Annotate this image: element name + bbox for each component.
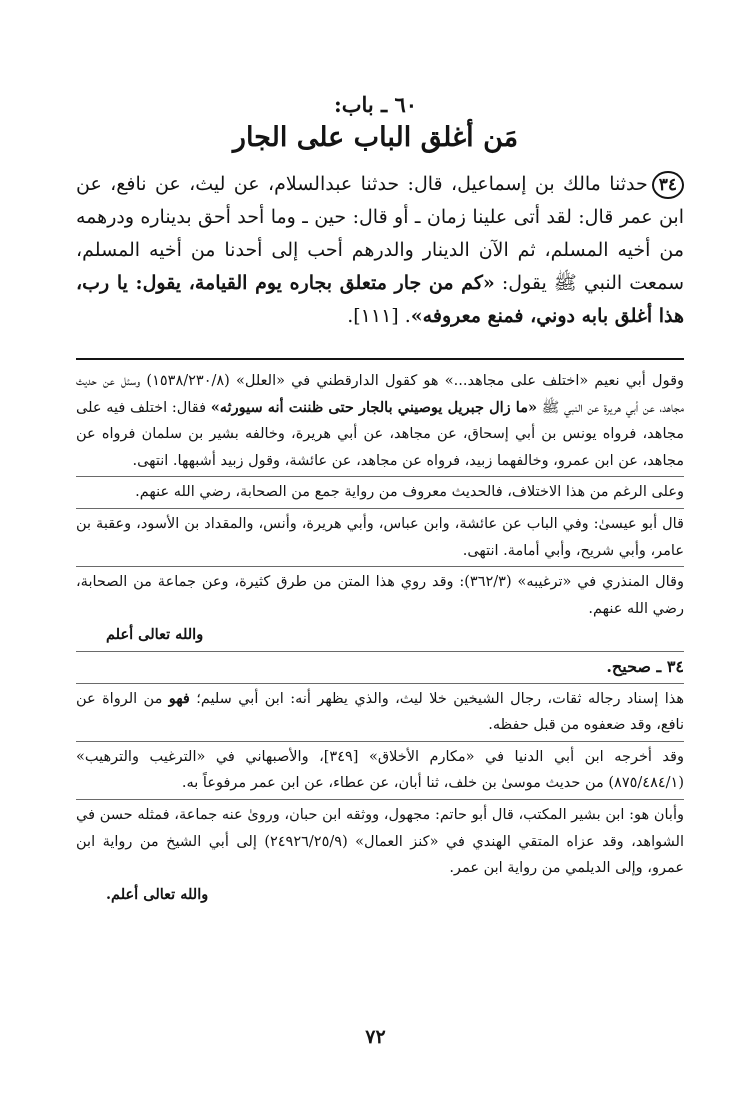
page-number: ٧٢: [365, 1026, 386, 1048]
note-text: هذا إسناد رجاله ثقات، رجال الشيخين خلا ليث، والذي يظهر أنه: ابن أبي سليم؛: [189, 690, 684, 707]
note-separator: [76, 476, 684, 477]
note-text: فقال: اختلف فيه على مجاهد، فرواه يونس بن أبي إسحاق، عن مجاهد، عن أبي هريرة، وخالفه بشير بن سلمان فرواه عن مجاهد، عن ابن عمرو، وخالفهما زبيد، فرواه عن مجاهد، عن عائشة، وقول زبيد أشبهها. انتهى.: [76, 399, 684, 469]
note-separator: [76, 508, 684, 509]
chapter-title: مَن أغلق الباب على الجار: [232, 122, 519, 153]
hadith-paragraph: [76, 168, 684, 333]
note-paragraph: وقد أخرجه ابن أبي الدنيا في «مكارم الأخلاق» [٣٤٩]، والأصبهاني في «الترغيب والترهيب» (٨٧٥/٤٨٤/١) من حديث موسىٰ بن خلف، ثنا أبان، عن عطاء، عن ابن عمر مرفوعاً به.: [76, 748, 684, 792]
note-text: من الرواة عن نافع، وقد ضعفوه من قبل حفظه.: [76, 690, 684, 734]
note-quote: «ما زال جبريل يوصيني بالجار حتى ظننت أنه سيورثه»: [210, 398, 538, 416]
note-paragraph: وأبان هو: ابن بشير المكتب، قال أبو حاتم: مجهول، ووثقه ابن حبان، وروىٰ عنه جماعة، فمثله حسن في الشواهد، وقد عزاه المتقي الهندي في «كنز العمال» (٢٤٩٢٦/٢٥/٩) إلى أبي الشيخ من رواية ابن عمرو، وإلى الديلمي من رواية ابن عمر.: [76, 806, 684, 877]
note-text: وقول أبي نعيم «اختلف على مجاهد...» هو كقول الدارقطني في «العلل» (١٥٣٨/٢٣٠/٨) وسئل عن حديث مجاهد، عن أبي هريرة عن النبي ﷺ: [76, 373, 684, 416]
note-paragraph: وقال المنذري في «ترغيبه» (٣٦٢/٣): وقد روي هذا المتن من طرق كثيرة، وعن جماعة من الصحابة، رضي الله عنهم.: [76, 574, 684, 617]
hadith-text: [76, 168, 684, 333]
closing-formula: والله تعالى أعلم.: [106, 885, 209, 903]
grade-heading: ٣٤ ـ صحيح.: [606, 656, 684, 676]
hadith-number-badge: ٣٤: [652, 171, 684, 199]
note-paragraph: وعلى الرغم من هذا الاختلاف، فالحديث معروف من رواية جمع من الصحابة، رضي الله عنهم.: [135, 484, 684, 501]
chapter-heading: ٦٠ ـ باب:: [333, 92, 418, 117]
note-separator: [76, 651, 684, 652]
note-emphasis: فهو: [168, 689, 190, 707]
hadith-quote: «كم من جار متعلق بجاره يوم القيامة، يقول: يا رب، هذا أغلق بابه دوني، فمنع معروفه»: [76, 272, 684, 327]
note-paragraph: قال أبو عيسىٰ: وفي الباب عن عائشة، وابن عباس، وأبي هريرة، وأنس، والمقداد بن الأسود، وعقبة بن عامر، وأبي شريح، وأبي أمامة. انتهى.: [76, 515, 684, 559]
hadith-intro: حدثنا مالك بن إسماعيل، قال: حدثنا عبدالسلام، عن ليث، عن نافع، عن ابن عمر قال: لقد أتى علينا زمان ـ أو قال: حين ـ وما أحد أحق بديناره ودرهمه من أخيه المسلم، ثم الآن الدينار والدرهم أحب إلى أحدنا من أخيه المسلم، سمعت النبي ﷺ يقول:: [76, 173, 684, 294]
closing-formula: والله تعالى أعلم: [106, 626, 204, 644]
footnote-divider: [76, 358, 684, 360]
note-separator: [76, 566, 684, 567]
note-separator: [76, 683, 684, 684]
note-separator: [76, 799, 684, 800]
note-paragraph: [76, 368, 684, 474]
note-separator: [76, 741, 684, 742]
footnotes: [76, 368, 684, 908]
hadith-reference: . [١١١].: [347, 305, 411, 327]
note-paragraph: [76, 686, 684, 739]
